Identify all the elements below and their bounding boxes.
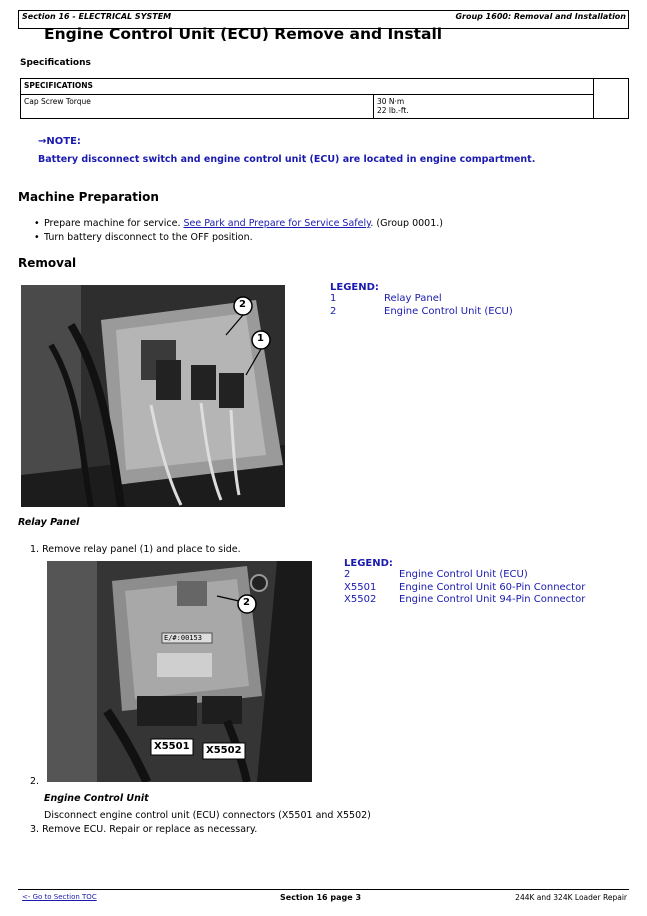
step-2-number: 2. [30, 776, 40, 787]
specifications-label: Specifications [20, 58, 91, 68]
legend-key: 2 [330, 305, 337, 317]
header-section: Section 16 - ELECTRICAL SYSTEM [22, 12, 172, 21]
page-title: Engine Control Unit (ECU) Remove and Install [44, 25, 443, 43]
step-3: 3. Remove ECU. Repair or replace as necessary. [30, 824, 258, 835]
legend-row [330, 293, 513, 306]
legend-key: 1 [330, 293, 337, 304]
legend-key: X5501 [344, 581, 377, 593]
spec-item: Cap Screw Torque [21, 95, 374, 119]
footer-page-number: Section 16 page 3 [280, 893, 362, 902]
section-toc-link[interactable]: <- Go to Section TOC [22, 893, 97, 901]
list-item: • Turn battery disconnect to the OFF position. [34, 231, 443, 245]
spec-table [20, 78, 629, 119]
ecu-photo [47, 561, 312, 782]
spec-value [374, 95, 594, 119]
step-2-text: Disconnect engine control unit (ECU) connectors (X5501 and X5502) [44, 810, 371, 821]
note-text: Battery disconnect switch and engine control unit (ECU) are located in engine compartment. [38, 154, 536, 165]
figure1-caption: Relay Panel [18, 517, 80, 528]
bullet1-suffix: . (Group 0001.) [370, 218, 443, 229]
list-item [34, 217, 443, 231]
spec-value-imperial: 22 lb.-ft. [377, 106, 409, 115]
note-heading: →NOTE: [38, 136, 81, 147]
park-prepare-link[interactable]: See Park and Prepare for Service Safely [183, 218, 371, 229]
legend-label: Engine Control Unit 94-Pin Connector [399, 594, 586, 605]
legend-key: X5502 [344, 594, 377, 605]
legend-key: 2 [344, 569, 351, 580]
header-right-rule [628, 10, 629, 28]
legend-row [344, 582, 585, 595]
machine-prep-list [34, 217, 443, 245]
callout-ecu: 2 [243, 597, 250, 608]
callout-1: 1 [257, 333, 264, 344]
legend-label: Relay Panel [384, 293, 442, 304]
removal-heading: Removal [18, 256, 77, 270]
legend-ecu [344, 558, 585, 607]
header-top-rule [18, 10, 629, 11]
machine-prep-heading: Machine Preparation [18, 190, 159, 204]
legend-row [344, 569, 585, 582]
legend-relay-panel [330, 282, 513, 318]
legend-row [330, 306, 513, 319]
footer-rule [18, 889, 629, 890]
relay-panel-illustration [21, 285, 285, 507]
figure2-caption: Engine Control Unit [44, 793, 149, 804]
header-group: Group 1600: Removal and Installation [455, 12, 626, 21]
spec-value-metric: 30 N·m [377, 97, 405, 106]
relay-panel-photo [21, 285, 285, 507]
legend-heading: LEGEND: [330, 282, 379, 293]
footer-manual-title: 244K and 324K Loader Repair [515, 893, 627, 902]
callout-x5501: X5501 [154, 741, 190, 752]
callout-x5502: X5502 [206, 745, 242, 756]
legend-label: Engine Control Unit (ECU) [399, 569, 528, 580]
ecu-serial-plate: E/#:00153 [164, 634, 202, 642]
step-1: 1. Remove relay panel (1) and place to side. [30, 544, 241, 555]
spec-table-blank-cell [594, 79, 629, 119]
legend-label: Engine Control Unit (ECU) [384, 305, 513, 317]
header-left-rule [18, 10, 19, 28]
callout-2: 2 [239, 299, 246, 310]
legend-row [344, 594, 585, 607]
bullet1-prefix: Prepare machine for service. [44, 218, 184, 229]
spec-table-header: SPECIFICATIONS [21, 79, 594, 95]
legend-label: Engine Control Unit 60-Pin Connector [399, 581, 586, 593]
legend-heading: LEGEND: [344, 558, 393, 569]
